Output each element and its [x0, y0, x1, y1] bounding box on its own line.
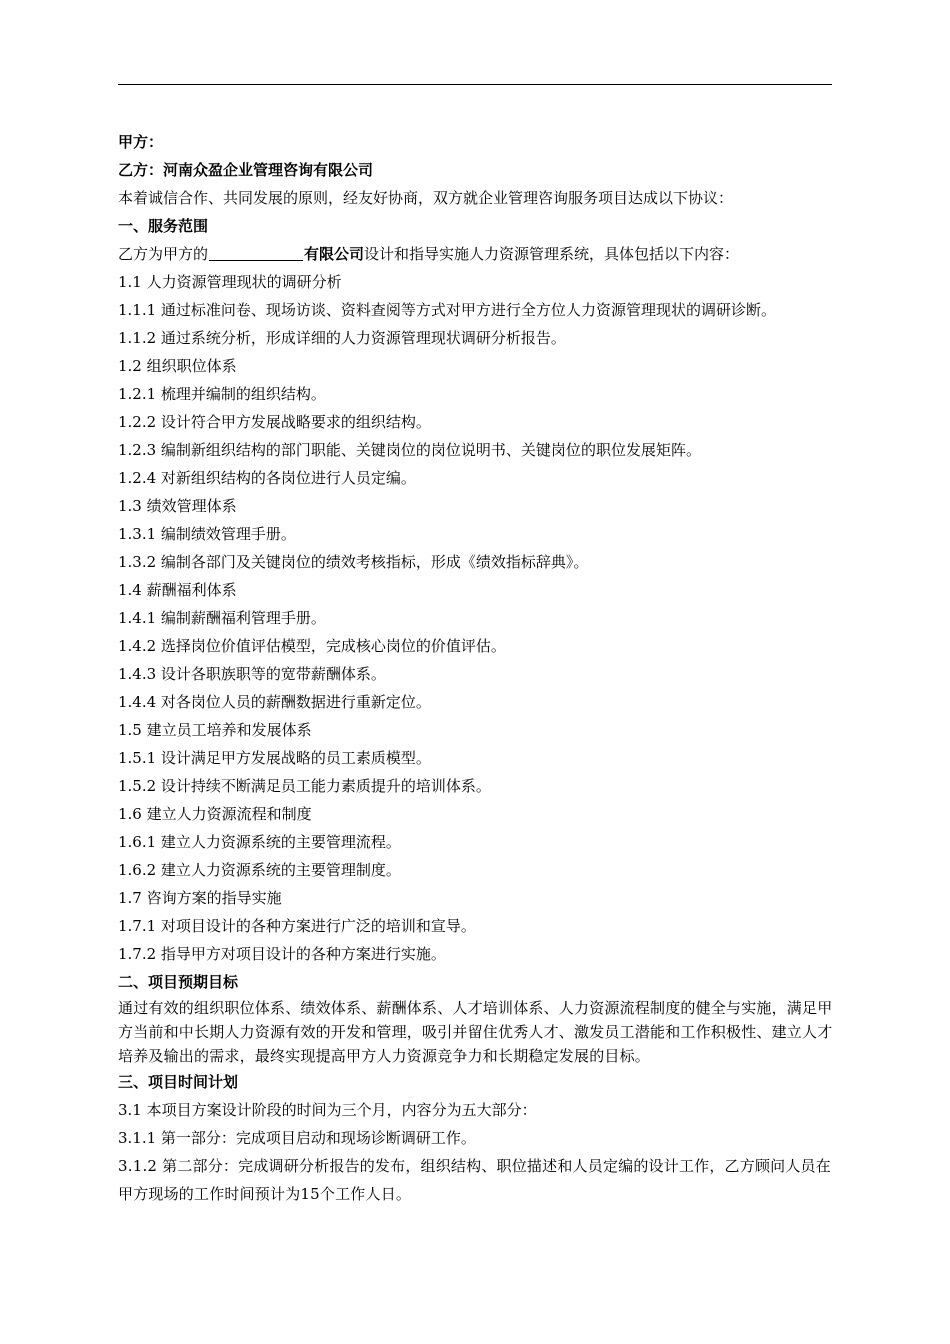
- list-item: 1.6.1 建立人力资源系统的主要管理流程。: [118, 833, 401, 851]
- list-item: 3.1.1 第一部分：完成项目启动和现场诊断调研工作。: [118, 1129, 476, 1147]
- intro-text: 本着诚信合作、共同发展的原则，经友好协商，双方就企业管理咨询服务项目达成以下协议：: [118, 189, 734, 207]
- list-item: 1.1 人力资源管理现状的调研分析: [118, 273, 342, 291]
- list-item: 3.1 本项目方案设计阶段的时间为三个月，内容分为五大部分：: [118, 1101, 537, 1119]
- scope-suffix: 设计和指导实施人力资源管理系统，具体包括以下内容：: [364, 245, 740, 263]
- scope-company: 有限公司: [304, 245, 365, 263]
- list-item: 1.2.1 梳理并编制的组织结构。: [118, 385, 326, 403]
- list-item: 1.3 绩效管理体系: [118, 497, 237, 515]
- party-b: 乙方：河南众盈企业管理咨询有限公司: [118, 161, 374, 179]
- list-item: 1.5 建立员工培养和发展体系: [118, 721, 312, 739]
- party-a: 甲方：: [118, 133, 164, 151]
- scope-items: [118, 268, 834, 968]
- company-name-blank: [209, 244, 303, 261]
- list-item: 1.4.3 设计各职族职等的宽带薪酬体系。: [118, 665, 386, 683]
- list-item: 1.2 组织职位体系: [118, 357, 237, 375]
- list-item: 1.1.2 通过系统分析，形成详细的人力资源管理现状调研分析报告。: [118, 329, 566, 347]
- list-item: 1.4 薪酬福利体系: [118, 581, 237, 599]
- list-item: 1.2.3 编制新组织结构的部门职能、关键岗位的岗位说明书、关键岗位的职位发展矩阵。: [118, 441, 701, 459]
- list-item: 1.3.1 编制绩效管理手册。: [118, 525, 296, 543]
- section-3-title: 三、项目时间计划: [118, 1073, 239, 1091]
- section-1-title: 一、服务范围: [118, 217, 209, 235]
- list-item: 1.6 建立人力资源流程和制度: [118, 805, 312, 823]
- scope-prefix: 乙方为甲方的: [118, 245, 209, 263]
- list-item: 1.7.2 指导甲方对项目设计的各种方案进行实施。: [118, 945, 446, 963]
- list-item: 1.6.2 建立人力资源系统的主要管理制度。: [118, 861, 401, 879]
- list-item: 1.4.2 选择岗位价值评估模型，完成核心岗位的价值评估。: [118, 637, 506, 655]
- section-2-title: 二、项目预期目标: [118, 973, 239, 991]
- list-item: 1.5.2 设计持续不断满足员工能力素质提升的培训体系。: [118, 777, 491, 795]
- list-item: 1.4.1 编制薪酬福利管理手册。: [118, 609, 326, 627]
- header-rule: [118, 84, 832, 85]
- list-item: 1.4.4 对各岗位人员的薪酬数据进行重新定位。: [118, 693, 431, 711]
- contract-body: [118, 128, 834, 1208]
- section-2-body: 通过有效的组织职位体系、绩效体系、薪酬体系、人才培训体系、人力资源流程制度的健全与实施，满足甲方当前和中长期人力资源有效的开发和管理，吸引并留住优秀人才、激发员工潜能和工作积极性、建立人才培养及输出的需求，最终实现提高甲方人力资源竞争力和长期稳定发展的目标。: [118, 999, 833, 1065]
- list-item: 3.1.2 第二部分：完成调研分析报告的发布，组织结构、职位描述和人员定编的设计工作，乙方顾问人员在甲方现场的工作时间预计为15个工作人日。: [118, 1157, 831, 1203]
- scope-sentence: [118, 240, 834, 268]
- list-item: 1.7.1 对项目设计的各种方案进行广泛的培训和宣导。: [118, 917, 476, 935]
- list-item: 1.1.1 通过标准问卷、现场访谈、资料查阅等方式对甲方进行全方位人力资源管理现状的调研诊断。: [118, 301, 776, 319]
- list-item: 1.5.1 设计满足甲方发展战略的员工素质模型。: [118, 749, 431, 767]
- list-item: 1.2.2 设计符合甲方发展战略要求的组织结构。: [118, 413, 431, 431]
- list-item: 1.7 咨询方案的指导实施: [118, 889, 282, 907]
- list-item: 1.2.4 对新组织结构的各岗位进行人员定编。: [118, 469, 416, 487]
- list-item: 1.3.2 编制各部门及关键岗位的绩效考核指标，形成《绩效指标辞典》。: [118, 553, 589, 571]
